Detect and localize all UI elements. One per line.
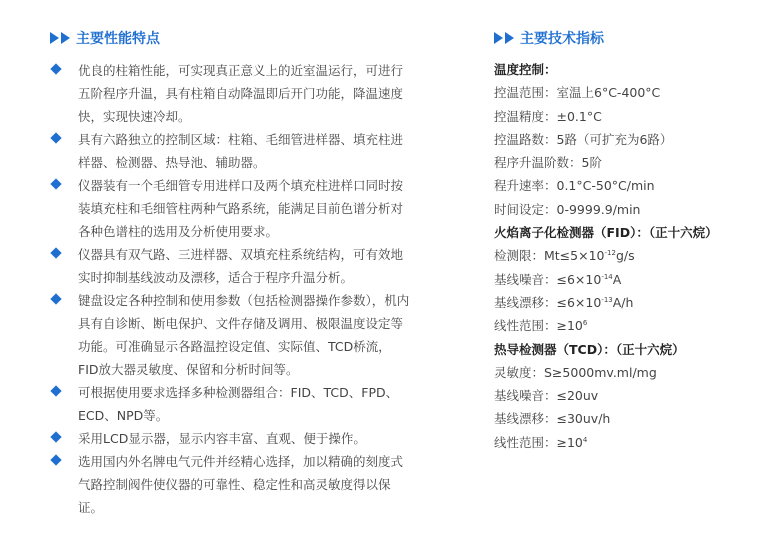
feature-text: 优良的柱箱性能，可实现真正意义上的近室温运行，可进行五阶程序升温，具有柱箱自动降温即后开门功能，降温速度快，实现快速冷却。 — [78, 63, 404, 124]
spec-fid-linear-range — [494, 314, 744, 337]
fid-limit-text: 检测限：Mt≤5×10 — [494, 248, 605, 264]
list-item — [50, 128, 410, 174]
diamond-bullet-icon — [50, 132, 61, 143]
diamond-bullet-icon — [50, 454, 61, 465]
list-item — [50, 59, 410, 128]
arrow-icon — [61, 32, 70, 44]
spec-temp-precision: 控温精度：±0.1°C — [494, 108, 602, 124]
fid-drift-exponent: -13 — [601, 295, 613, 304]
feature-text: 可根据使用要求选择多种检测器组合：FID、TCD、FPD、ECD、NPD等。 — [78, 385, 399, 423]
spec-program-steps: 程序升温阶数：5阶 — [494, 155, 602, 171]
feature-text: 仪器具有双气路、三进样器、双填充柱系统结构，可有效地实时抑制基线波动及漂移，适合于程序升温分析。 — [78, 247, 404, 285]
feature-text: 具有六路独立的控制区域：柱箱、毛细管进样器、填充柱进样器、检测器、热导池、辅助器。 — [78, 132, 404, 170]
list-item — [50, 381, 410, 427]
features-section — [50, 25, 410, 519]
spec-tcd-linear-range — [494, 431, 744, 454]
fid-noise-exponent: -14 — [601, 272, 613, 281]
list-item — [50, 450, 410, 519]
spec-tcd-noise: 基线噪音：≤20uv — [494, 388, 599, 404]
feature-text: 选用国内外名牌电气元件并经精心选择，加以精确的刻度式气路控制阀件使仪器的可靠性、稳定性和高灵敏度得以保证。 — [78, 454, 404, 515]
list-item — [50, 427, 410, 450]
specs-section — [494, 25, 744, 454]
feature-text: 采用LCD显示器，显示内容丰富、直观、便于操作。 — [78, 431, 366, 446]
fid-linear-exponent: 6 — [582, 319, 588, 328]
diamond-bullet-icon — [50, 247, 61, 258]
diamond-bullet-icon — [50, 63, 61, 74]
fid-drift-unit: A/h — [612, 294, 634, 310]
specs-title: 主要技术指标 — [520, 31, 604, 47]
spec-tcd-sensitivity: 灵敏度：S≥5000mv.ml/mg — [494, 364, 657, 380]
fid-noise-text: 基线噪音：≤6×10 — [494, 271, 602, 287]
fid-linear-text: 线性范围：≥10 — [494, 318, 583, 334]
spec-tcd-drift: 基线漂移：≤30uv/h — [494, 411, 611, 427]
list-item — [50, 289, 410, 381]
diamond-bullet-icon — [50, 385, 61, 396]
diamond-bullet-icon — [50, 293, 61, 304]
spec-time-setting: 时间设定：0-9999.9/min — [494, 201, 641, 217]
arrow-icon — [494, 32, 503, 44]
diamond-bullet-icon — [50, 431, 61, 442]
specs-list — [494, 58, 744, 454]
tcd-header: 热导检测器（TCD）：（正十六烷） — [494, 341, 685, 357]
arrow-icon — [505, 32, 514, 44]
features-title: 主要性能特点 — [76, 31, 160, 47]
features-list — [50, 59, 410, 519]
temp-control-header: 温度控制： — [494, 62, 557, 77]
spec-heating-rate: 程升速率：0.1°C-50°C/min — [494, 178, 655, 194]
spec-fid-drift — [494, 291, 744, 314]
spec-fid-detection-limit — [494, 244, 744, 267]
list-item — [50, 174, 410, 243]
specs-heading — [494, 25, 744, 51]
tcd-linear-text: 线性范围：≥10 — [494, 434, 583, 450]
fid-limit-exponent: -12 — [604, 249, 616, 258]
feature-text: 键盘设定各种控制和使用参数（包括检测器操作参数），机内具有自诊断、断电保护、文件存储及调用、极限温度设定等功能。可准确显示各路温控设定值、实际值、TCD桥流，FID放大器灵敏度、保留和分析时间等。 — [78, 293, 410, 377]
spec-temp-channels: 控温路数：5路（可扩充为6路） — [494, 131, 673, 147]
tcd-linear-exponent: 4 — [582, 435, 588, 444]
diamond-bullet-icon — [50, 178, 61, 189]
spec-fid-noise — [494, 268, 744, 291]
fid-drift-text: 基线漂移：≤6×10 — [494, 294, 602, 310]
fid-header: 火焰离子化检测器（FID）：（正十六烷） — [494, 225, 718, 241]
fid-limit-unit: g/s — [615, 248, 635, 264]
features-heading — [50, 25, 410, 51]
arrow-icon — [50, 32, 59, 44]
spec-temp-range: 控温范围：室温上6°C-400°C — [494, 85, 661, 101]
fid-noise-unit: A — [612, 271, 622, 287]
list-item — [50, 243, 410, 289]
feature-text: 仪器装有一个毛细管专用进样口及两个填充柱进样口同时按装填充柱和毛细管柱两种气路系统，能满足目前色谱分析对各种色谱柱的选用及分析使用要求。 — [78, 178, 404, 239]
